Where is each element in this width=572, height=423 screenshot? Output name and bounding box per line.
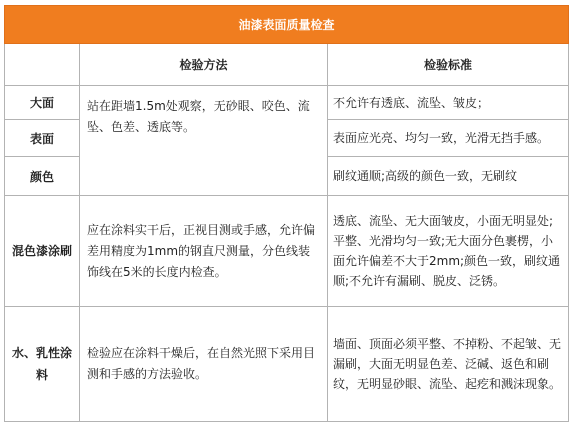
quality-check-table	[4, 5, 569, 422]
title-row	[5, 6, 569, 44]
row-label-shui: 水、乳性涂料	[5, 307, 80, 422]
standard-yanse: 刷纹通顺;高级的颜色一致，无刷纹	[328, 157, 569, 196]
row-label-biaomian: 表面	[5, 120, 80, 157]
method-hunse: 应在涂料实干后，正视目测或手感，允许偏差用精度为1mm的钢直尺测量，分色线装饰线在5米的长度内检查。	[80, 196, 328, 307]
table-row-shui	[5, 307, 569, 422]
row-label-damian: 大面	[5, 86, 80, 120]
row-label-yanse: 颜色	[5, 157, 80, 196]
standard-biaomian: 表面应光亮、均匀一致，光滑无挡手感。	[328, 120, 569, 157]
method-merged-cell: 站在距墙1.5m处观察，无砂眼、咬色、流坠、色差、透底等。	[80, 86, 328, 196]
header-empty-cell	[5, 44, 80, 86]
row-label-hunse: 混色漆涂刷	[5, 196, 80, 307]
table-title: 油漆表面质量检查	[5, 6, 569, 44]
header-method: 检验方法	[80, 44, 328, 86]
header-row	[5, 44, 569, 86]
standard-shui: 墙面、顶面必须平整、不掉粉、不起皱、无漏刷，大面无明显色差、泛碱、返色和刷纹，无明显砂眼、流坠、起疙和溅沫现象。	[328, 307, 569, 422]
standard-hunse: 透底、流坠、无大面皱皮，小面无明显处;平整、光滑均匀一致;无大面分色裹楞，小面允许偏差不大于2mm;颜色一致，刷纹通顺;不允许有漏刷、脱皮、泛锈。	[328, 196, 569, 307]
header-standard: 检验标准	[328, 44, 569, 86]
standard-damian: 不允许有透底、流坠、皱皮；	[328, 86, 569, 120]
table-row-hunse	[5, 196, 569, 307]
table-row-damian	[5, 86, 569, 120]
method-shui: 检验应在涂料干燥后，在自然光照下采用目测和手感的方法验收。	[80, 307, 328, 422]
